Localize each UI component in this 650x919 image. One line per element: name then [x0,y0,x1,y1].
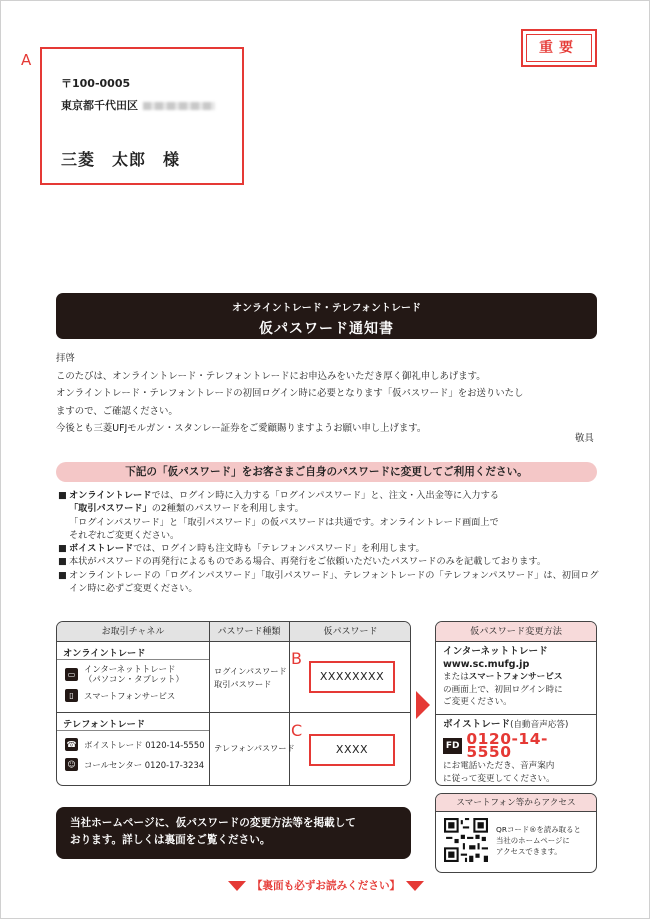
notice-line: 当社ホームページに、仮パスワードの変更方法等を掲載して [70,817,356,829]
qr-line: アクセスできます。 [496,847,562,856]
bullet-text: の2種類のパスワードを利用します。 [151,503,304,515]
method-text: または [443,672,469,682]
bullet-item [58,555,603,568]
square-bullet-icon: ■ [58,543,67,555]
telephone-trade-label: テレフォントレード [63,719,146,730]
bullet-text: オンライントレードの「ログインパスワード」「取引パスワード」、テレフォントレードの「テレフォンパスワード」は、初回ログイン時に必ずご変更ください。 [69,569,599,595]
bullet-text: では、ログイン時も注文時も「テレフォンパスワード」を利用します。 [133,543,425,555]
bullet-bold: オンライントレード [69,490,152,501]
qr-access-box [435,793,597,873]
homepage-notice [56,807,411,859]
method-header: 仮パスワード変更方法 [436,622,596,642]
qr-code-icon[interactable] [444,818,488,862]
square-bullet-icon: ■ [58,556,67,568]
method-text: の画面上で、初回ログイン時に [443,684,563,695]
telephone-password-type: テレフォンパスワード [214,743,295,753]
intro-line: このたびは、オンライントレード・テレフォントレードにお申込みをいただき厚く御礼申しあげます。 [56,370,486,382]
address-city: 東京都千代田区 [61,99,138,112]
header-password-type: パスワード種類 [209,622,289,642]
method-text: に従って変更してください。 [443,773,555,784]
bullet-text: 本状がパスワードの再発行によるものである場合、再発行をご依頼いただいたパスワードのみを記載しております。 [69,556,547,568]
recipient-name: 三菱 太郎 様 [61,150,181,169]
closing: 敬具 [575,433,594,444]
channel-name: スマートフォンサービス [84,690,176,701]
voice-sub: (自動音声応答) [510,719,569,730]
address-line [61,97,215,113]
divider [289,622,290,785]
blurred-address [143,102,215,110]
bullet-bold: ボイストレード [69,543,134,555]
qr-line: QRコード®を読み取ると [496,825,581,834]
postal-code: 〒100-0005 [61,77,131,90]
voice-trade-title: ボイストレード [443,718,511,730]
online-password-types [214,665,287,691]
important-stamp [521,29,597,67]
phone-number: 0120-14-5550 [466,730,548,761]
password-type: ログインパスワード [214,666,287,676]
qr-line: 当社のホームページに [496,836,570,845]
divider [436,714,596,715]
arrow-down-icon [228,881,246,891]
internet-trade-item [65,664,184,684]
divider [57,712,411,713]
call-center-item [65,758,204,771]
arrow-right-icon [416,691,430,719]
marker-a: A [21,51,32,69]
change-method-box [435,621,597,786]
marker-b: B [291,649,302,668]
bullet-text: 「ログインパスワード」と「取引パスワード」の仮パスワードは共通です。オンライントレード画面上で [69,516,499,528]
phone-icon: ☎ [66,740,77,749]
qr-header: スマートフォン等からアクセス [436,794,596,812]
footer-note [1,878,650,893]
title-main: 仮パスワード通知書 [259,321,394,337]
method-text: ご変更ください。 [443,697,512,707]
title-bar [56,293,597,339]
operator-icon: ☺ [65,758,78,771]
telephone-temp-password: XXXX [309,734,395,766]
header-channel: お取引チャネル [57,622,209,642]
square-bullet-icon: ■ [58,490,67,501]
divider [57,730,209,731]
intro-line: ますので、ご確認ください。 [56,405,178,417]
divider [57,659,209,660]
bullet-item [58,542,603,555]
square-bullet-icon: ■ [58,569,67,581]
header-temp-password: 仮パスワード [289,622,411,642]
password-type: 取引パスワード [214,679,272,689]
title-sub: オンライントレード・テレフォントレード [232,303,421,314]
qr-description [496,824,592,857]
bullet-item [58,489,603,542]
website-url: www.sc.mufg.jp [443,658,530,670]
stamp-text: 重要 [526,34,592,62]
internet-trade-title: インターネットトレード [443,646,548,657]
intro-line: オンライントレード・テレフォントレードの初回ログイン時に必要となります「仮パスワード」をお送りいたし [56,388,524,399]
computer-icon: ▭ [65,668,78,681]
smartphone-icon: ▯ [65,689,78,702]
intro-line: 今後とも三菱UFJモルガン・スタンレー証券をご愛顧賜りますようお願い申し上げます。 [56,423,427,434]
address-box [40,47,244,185]
notice-line: おります。詳しくは裏面をご覧ください。 [70,834,271,846]
password-table [56,621,411,786]
arrow-down-icon [406,881,424,891]
instruction-banner: 下記の「仮パスワード」をお客さまご自身のパスワードに変更してご利用ください。 [56,462,597,482]
online-temp-password: XXXXXXXX [309,661,395,693]
channel-name: コールセンター 0120-17-3234 [84,759,205,770]
channel-name: インターネットトレード [84,664,176,674]
method-text: にお電話いただき、音声案内 [443,761,555,771]
footer-text: 【裏面も必ずお読みください】 [251,880,401,892]
bullet-bold: 「取引パスワード」 [69,503,152,515]
greeting: 拝啓 [56,353,75,364]
phone-number-row [443,730,589,761]
bullet-item [58,569,603,596]
bullet-text: それぞれご変更ください。 [69,529,180,541]
method-bold: スマートフォンサービス [468,672,563,682]
marker-c: C [291,721,303,740]
online-trade-label: オンライントレード [63,648,146,659]
divider [209,622,210,785]
voice-trade-item [65,738,205,751]
bullet-list [58,489,603,595]
bullet-text: では、ログイン時に入力する「ログインパスワード」と、注文・入出金等に入力する [151,490,499,501]
channel-sub: （パソコン・タブレット） [84,674,184,684]
smartphone-item [65,689,175,702]
free-dial-icon: FD [443,738,462,754]
intro-text [56,350,601,438]
channel-name: ボイストレード 0120-14-5550 [84,739,205,750]
